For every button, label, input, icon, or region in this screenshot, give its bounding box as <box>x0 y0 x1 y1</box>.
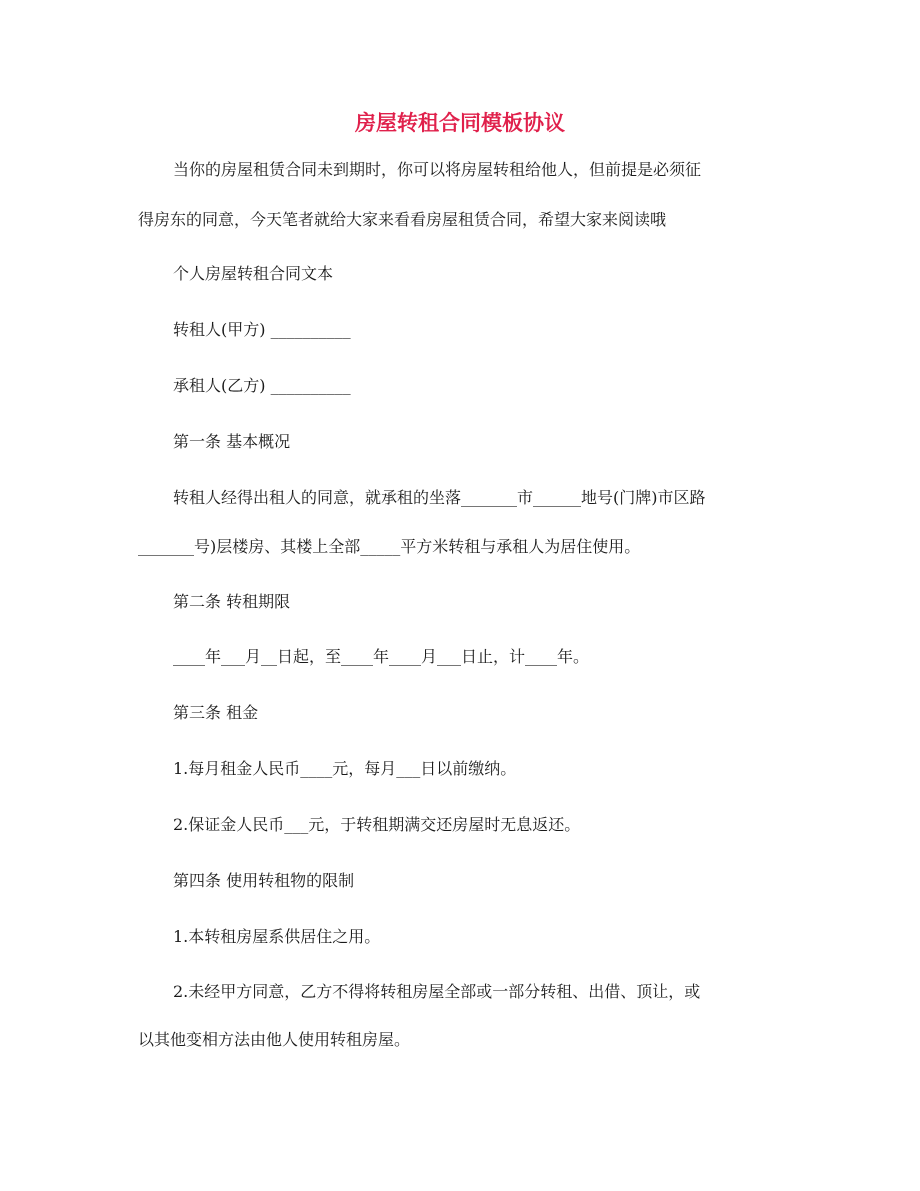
party-b-line: 承租人(乙方) __________ <box>173 376 351 395</box>
article-2-heading: 第二条 转租期限 <box>173 592 291 611</box>
article-3-heading: 第三条 租金 <box>173 703 259 722</box>
article-4-item-2-line-1: 2.未经甲方同意，乙方不得将转租房屋全部或一部分转租、出借、顶让，或 <box>173 982 701 1001</box>
article-1-heading: 第一条 基本概况 <box>173 432 291 451</box>
article-2-text: ____年___月__日起，至____年____月___日止，计____年。 <box>173 647 590 666</box>
article-3-item-1: 1.每月租金人民币____元，每月___日以前缴纳。 <box>173 759 517 778</box>
article-3-item-2: 2.保证金人民币___元，于转租期满交还房屋时无息返还。 <box>173 815 581 834</box>
intro-line-2: 得房东的同意，今天笔者就给大家来看看房屋租赁合同，希望大家来阅读哦 <box>138 210 667 229</box>
contract-subtitle: 个人房屋转租合同文本 <box>173 264 334 283</box>
article-4-item-2-line-2: 以其他变相方法由他人使用转租房屋。 <box>138 1030 411 1049</box>
article-4-heading: 第四条 使用转租物的限制 <box>173 871 355 890</box>
article-1-line-2: _______号)层楼房、其楼上全部_____平方米转租与承租人为居住使用。 <box>138 537 641 556</box>
party-a-line: 转租人(甲方) __________ <box>173 320 351 339</box>
article-4-item-1: 1.本转租房屋系供居住之用。 <box>173 927 381 946</box>
intro-line-1: 当你的房屋租赁合同未到期时，你可以将房屋转租给他人，但前提是必须征 <box>173 160 702 179</box>
article-1-line-1: 转租人经得出租人的同意，就承租的坐落_______市______地号(门牌)市区路 <box>173 488 706 507</box>
document-title: 房屋转租合同模板协议 <box>355 111 565 135</box>
